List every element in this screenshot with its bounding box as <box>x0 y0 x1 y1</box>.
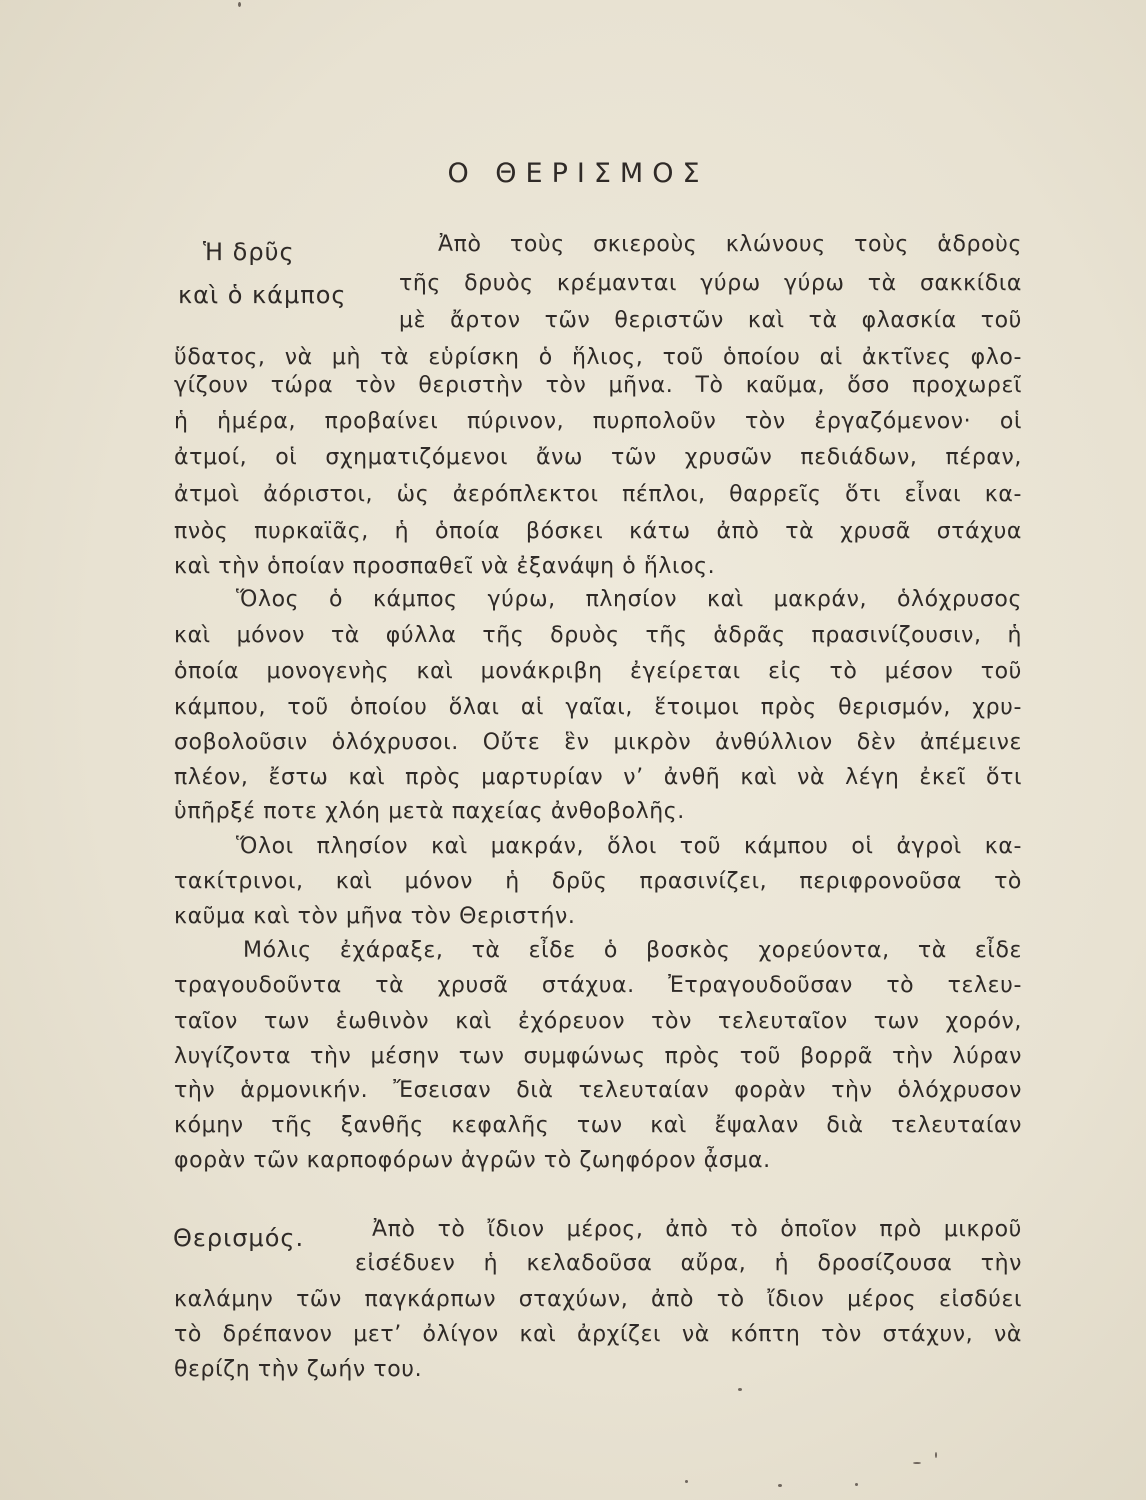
paper-speck <box>685 1480 688 1483</box>
paragraph-line: Ἀπὸ τοὺς σκιεροὺς κλώνους τοὺς ἁδροὺς <box>438 232 1022 257</box>
paragraph-line: Μόλις ἐχάραξε, τὰ εἶδε ὁ βοσκὸς χορεύοντα, τὰ εἶδε <box>243 938 1022 963</box>
paper-speck <box>238 2 241 7</box>
margin-note-harvest: Θερισμός. <box>173 1224 305 1252</box>
paragraph-line: Ὅλος ὁ κάμπος γύρω, πλησίον καὶ μακράν, ὁλόχρυσος <box>236 587 1022 612</box>
paragraph-line: καλάμην τῶν παγκάρπων σταχύων, ἀπὸ τὸ ἴδιον μέρος εἰσδύει <box>174 1287 1022 1312</box>
paragraph-line: τραγουδοῦντα τὰ χρυσᾶ στάχυα. Ἐτραγουδοῦσαν τὸ τελευ- <box>174 973 1022 998</box>
paragraph-line: Ἀπὸ τὸ ἴδιον μέρος, ἀπὸ τὸ ὁποῖον πρὸ μικροῦ <box>372 1217 1022 1242</box>
paragraph-line: πλέον, ἔστω καὶ πρὸς μαρτυρίαν ν’ ἀνθῆ καὶ νὰ λέγη ἐκεῖ ὅτι <box>174 765 1022 790</box>
paragraph-line: τῆς δρυὸς κρέμανται γύρω γύρω τὰ σακκίδια <box>399 271 1022 296</box>
paragraph-line: κόμην τῆς ξανθῆς κεφαλῆς των καὶ ἔψαλαν διὰ τελευταίαν <box>174 1113 1022 1138</box>
paragraph-line: σοβολοῦσιν ὁλόχρυσοι. Οὔτε ἓν μικρὸν ἀνθύλλιον δὲν ἀπέμεινε <box>174 730 1022 755</box>
paragraph-line: τακίτρινοι, καὶ μόνον ἡ δρῦς πρασινίζει, περιφρονοῦσα τὸ <box>174 869 1022 894</box>
margin-note-oak-line1: Ἡ δρῦς <box>203 238 295 266</box>
paragraph-line: ἡ ἡμέρα, προβαίνει πύρινον, πυρπολοῦν τὸν ἐργαζόμενον· οἱ <box>174 409 1022 434</box>
page-title: Ο ΘΕΡΙΣΜΟΣ <box>447 158 709 189</box>
paragraph-line: τὸ δρέπανον μετ’ ὀλίγον καὶ ἀρχίζει νὰ κόπτη τὸν στάχυν, νὰ <box>174 1322 1022 1347</box>
paper-speck <box>855 1483 858 1486</box>
paragraph-line: καὶ τὴν ὁποίαν προσπαθεῖ νὰ ἐξανάψη ὁ ἥλιος. <box>174 554 716 579</box>
paragraph-line: εἰσέδυεν ἡ κελαδοῦσα αὔρα, ἡ δροσίζουσα τὴν <box>355 1251 1022 1276</box>
paragraph-line: φορὰν τῶν καρποφόρων ἀγρῶν τὸ ζωηφόρον ᾆσμα. <box>174 1148 771 1173</box>
paragraph-line: καὶ μόνον τὰ φύλλα τῆς δρυὸς τῆς ἁδρᾶς πρασινίζουσιν, ἡ <box>174 623 1022 648</box>
paragraph-line: λυγίζοντα τὴν μέσην των συμφώνως πρὸς τοῦ βορρᾶ τὴν λύραν <box>174 1044 1022 1069</box>
paper-speck <box>778 1484 782 1487</box>
paragraph-line: θερίζη τὴν ζωήν του. <box>174 1357 423 1382</box>
paper-speck <box>935 1452 937 1458</box>
paragraph-line: κάμπου, τοῦ ὁποίου ὅλαι αἱ γαῖαι, ἕτοιμοι πρὸς θερισμόν, χρυ- <box>174 695 1022 720</box>
paragraph-line: ταῖον των ἑωθινὸν καὶ ἐχόρευον τὸν τελευταῖον των χορόν, <box>174 1009 1022 1034</box>
paper-speck <box>913 1462 921 1464</box>
paragraph-line: τὴν ἁρμονικήν. Ἔσεισαν διὰ τελευταίαν φορὰν τὴν ὁλόχρυσον <box>174 1078 1022 1103</box>
paragraph-line: μὲ ἄρτον τῶν θεριστῶν καὶ τὰ φλασκία τοῦ <box>399 308 1022 333</box>
paper-speck <box>738 1388 742 1391</box>
paragraph-line: γίζουν τώρα τὸν θεριστὴν τὸν μῆνα. Τὸ καῦμα, ὅσο προχωρεῖ <box>174 373 1022 398</box>
paragraph-line: ἀτμοί, οἱ σχηματιζόμενοι ἄνω τῶν χρυσῶν πεδιάδων, πέραν, <box>174 445 1022 470</box>
margin-note-oak-line2: καὶ ὁ κάμπος <box>178 281 347 309</box>
paragraph-line: ὁποία μονογενὴς καὶ μονάκριβη ἐγείρεται εἰς τὸ μέσον τοῦ <box>174 659 1022 684</box>
paragraph-line: ὕδατος, νὰ μὴ τὰ εὑρίσκη ὁ ἥλιος, τοῦ ὁποίου αἱ ἀκτῖνες φλο- <box>174 345 1022 370</box>
paragraph-line: πνὸς πυρκαϊᾶς, ἡ ὁποία βόσκει κάτω ἀπὸ τὰ χρυσᾶ στάχυα <box>174 519 1022 544</box>
paragraph-line: ὑπῆρξέ ποτε χλόη μετὰ παχείας ἀνθοβολῆς. <box>174 799 685 824</box>
paragraph-line: καῦμα καὶ τὸν μῆνα τὸν Θεριστήν. <box>174 904 576 929</box>
paragraph-line: Ὅλοι πλησίον καὶ μακράν, ὅλοι τοῦ κάμπου οἱ ἀγροὶ κα- <box>236 834 1022 859</box>
paragraph-line: ἀτμοὶ ἀόριστοι, ὡς ἀερόπλεκτοι πέπλοι, θαρρεῖς ὅτι εἶναι κα- <box>174 482 1022 507</box>
